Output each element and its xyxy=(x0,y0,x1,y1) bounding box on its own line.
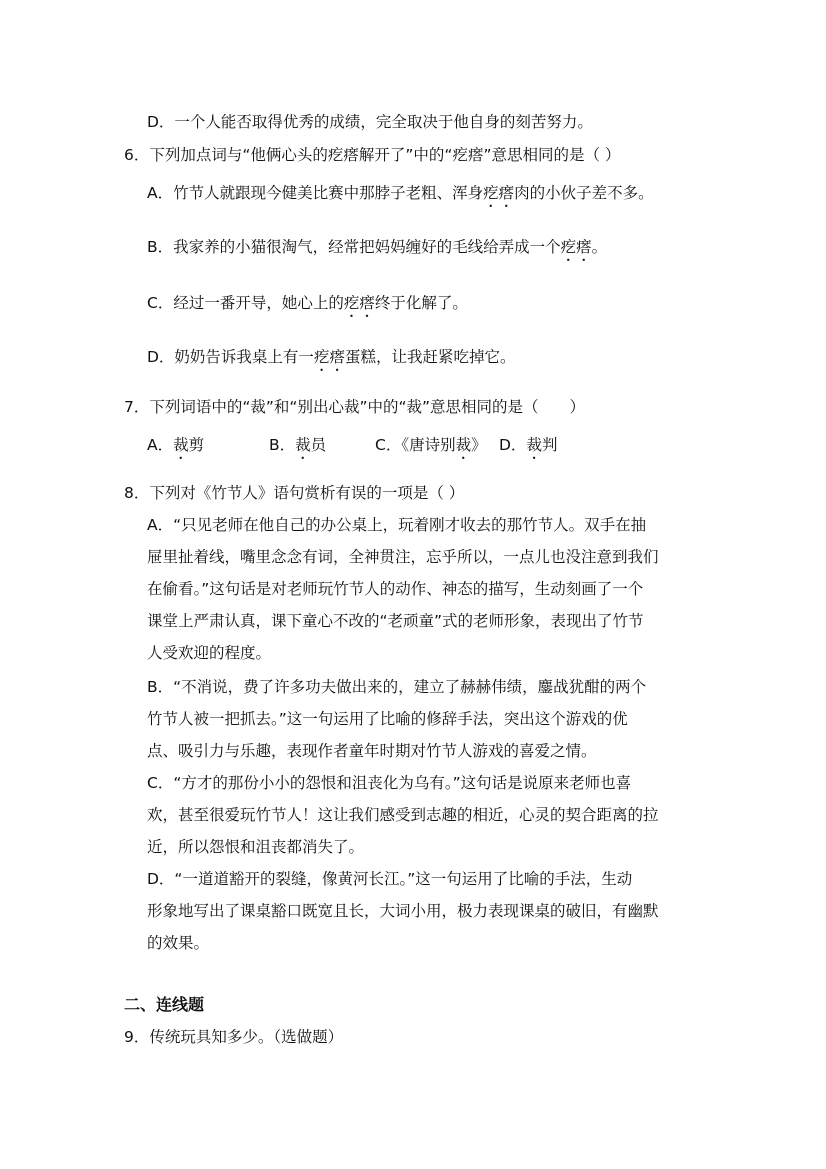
option-text: D． xyxy=(499,436,527,454)
option-text: C．《唐诗别 xyxy=(375,436,456,454)
q8-line: B．“不消说，费了许多功夫做出来的，建立了赫赫伟绩，鏖战犹酣的两个 xyxy=(147,678,647,696)
q8-line: C．“方才的那份小小的怨恨和沮丧化为乌有。”这句话是说原来老师也喜 xyxy=(147,774,632,792)
q6-option-a xyxy=(147,183,654,211)
q8-line: 屉里扯着线，嘴里念念有词，全神贯注，忘乎所以，一点儿也没注意到我们 xyxy=(147,548,659,566)
option-text: 。 xyxy=(591,238,608,256)
option-text: D．奶奶告诉我桌上有一 xyxy=(147,348,314,366)
q8-line: 竹节人被一把抓去。”这一句运用了比喻的修辞手法，突出这个游戏的优 xyxy=(147,710,628,728)
dotted-word: 裁 xyxy=(455,436,472,454)
dotted-word: 疙瘩 xyxy=(483,184,515,202)
option-text: 》 xyxy=(471,436,487,454)
dotted-word: 疙瘩 xyxy=(313,348,345,366)
dotted-word: 裁 xyxy=(173,436,189,454)
option-text: A．竹节人就跟现今健美比赛中那脖子老粗、浑身 xyxy=(147,184,484,202)
q8-line: D．“一道道豁开的裂缝，像黄河长江。”这一句运用了比喻的手法，生动 xyxy=(147,870,633,888)
q8-line: A．“只见老师在他自己的办公桌上，玩着刚才收去的那竹节人。双手在抽 xyxy=(147,516,647,534)
option-text: 终于化解了。 xyxy=(374,294,468,312)
dotted-word: 裁 xyxy=(526,436,542,454)
option-text: 肉的小伙子差不多。 xyxy=(514,184,654,202)
q7-option-a xyxy=(147,435,204,463)
option-text: 员 xyxy=(310,436,327,454)
option-text: B．我家养的小猫很淘气，经常把妈妈缠好的毛线给弄成一个 xyxy=(147,238,561,256)
option-text: B． xyxy=(269,436,296,454)
option-text: 剪 xyxy=(188,436,205,454)
q7-option-d xyxy=(499,435,557,463)
dotted-word: 疙瘩 xyxy=(560,238,592,256)
q6-option-b xyxy=(147,237,607,265)
q9-stem: 9．传统玩具知多少。（选做题） xyxy=(124,1028,344,1046)
option-text: 蛋糕，让我赶紧吃掉它。 xyxy=(344,348,516,366)
q8-line: 欢，甚至很爱玩竹节人！这让我们感受到志趣的相近，心灵的契合距离的拉 xyxy=(147,806,659,824)
q8-line: 形象地写出了课桌豁口既宽且长，大词小用，极力表现课桌的破旧，有幽默 xyxy=(147,902,659,920)
option-text: A． xyxy=(147,436,174,454)
q8-line: 的效果。 xyxy=(147,934,210,952)
q8-line: 点、吸引力与乐趣，表现作者童年时期对竹节人游戏的喜爱之情。 xyxy=(147,742,597,760)
dotted-word: 疙瘩 xyxy=(343,294,375,312)
q7-option-c xyxy=(375,435,487,463)
q8-stem: 8．下列对《竹节人》语句赏析有误的一项是（ ） xyxy=(124,484,465,502)
q8-line: 在偷看。”这句话是对老师玩竹节人的动作、神态的描写，生动刻画了一个 xyxy=(147,580,644,598)
q6-option-d xyxy=(147,347,515,375)
q6-option-c xyxy=(147,293,468,321)
section-heading: 二、连线题 xyxy=(124,995,205,1014)
q8-line: 课堂上严肃认真，课下童心不改的“老顽童”式的老师形象，表现出了竹节 xyxy=(147,612,644,630)
q5-option-d: D．一个人能否取得优秀的成绩，完全取决于他自身的刻苦努力。 xyxy=(147,113,593,131)
q8-line: 人受欢迎的程度。 xyxy=(147,644,272,662)
option-text: 判 xyxy=(541,436,558,454)
q7-option-b xyxy=(269,435,326,463)
q7-stem: 7．下列词语中的“裁”和“别出心裁”中的“裁”意思相同的是（ ） xyxy=(124,398,586,416)
dotted-word: 裁 xyxy=(295,436,311,454)
q6-stem: 6．下列加点词与“他俩心头的疙瘩解开了”中的“疙瘩”意思相同的是（ ） xyxy=(124,146,621,164)
q8-line: 近，所以怨恨和沮丧都消失了。 xyxy=(147,838,365,856)
option-text: C．经过一番开导，她心上的 xyxy=(147,294,344,312)
